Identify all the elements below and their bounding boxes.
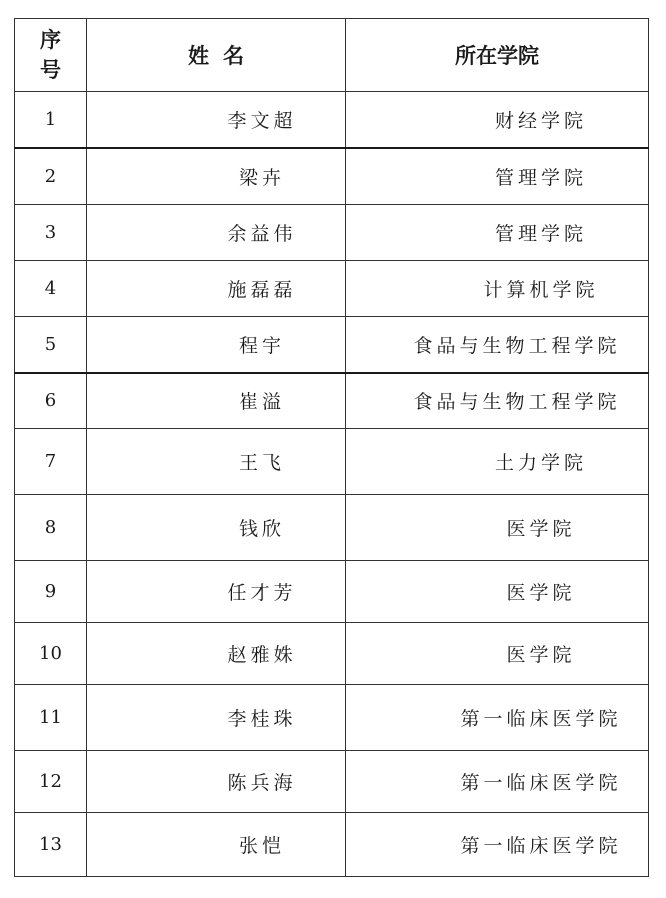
row-college-cell	[346, 92, 649, 148]
row-college: 财经学院	[494, 109, 587, 132]
row-college: 管理学院	[494, 166, 587, 189]
row-college-cell	[346, 495, 649, 561]
row-name: 余益伟	[227, 223, 297, 245]
row-college-cell	[346, 813, 649, 877]
header-college-label: 所在学院	[455, 43, 539, 68]
table-row	[15, 561, 649, 623]
roster-table	[14, 18, 649, 877]
table-row	[15, 685, 649, 751]
row-name-cell	[87, 813, 346, 877]
header-seq-line2: 号	[40, 57, 61, 82]
row-college: 第一临床医学院	[460, 772, 622, 794]
table-row	[15, 495, 649, 561]
table-row	[15, 261, 649, 317]
table-row	[15, 429, 649, 495]
row-name: 程宇	[238, 334, 285, 357]
row-college: 计算机学院	[483, 279, 599, 301]
row-name-cell	[87, 561, 346, 623]
header-college	[346, 19, 649, 92]
row-college: 医学院	[506, 644, 576, 666]
row-name-cell	[87, 495, 346, 561]
row-seq: 11	[15, 685, 87, 751]
row-seq: 2	[15, 148, 87, 205]
row-name: 赵雅姝	[227, 644, 297, 666]
row-seq: 7	[15, 429, 87, 495]
row-college-cell	[346, 429, 649, 495]
table-row	[15, 813, 649, 877]
row-seq: 12	[15, 751, 87, 813]
row-name-cell	[87, 261, 346, 317]
row-seq: 3	[15, 205, 87, 261]
row-college: 土力学院	[494, 452, 587, 474]
row-college-cell	[346, 317, 649, 373]
row-college: 管理学院	[494, 223, 587, 245]
header-seq-line1: 序	[40, 27, 61, 52]
table-row	[15, 92, 649, 148]
row-seq: 4	[15, 261, 87, 317]
header-name	[87, 19, 346, 92]
row-name: 王飞	[238, 452, 285, 474]
row-name: 崔溢	[238, 391, 285, 414]
row-college: 医学院	[506, 582, 576, 604]
row-college: 第一临床医学院	[460, 708, 622, 730]
table-row	[15, 148, 649, 205]
row-name: 钱欣	[238, 518, 285, 540]
header-seq	[15, 19, 87, 92]
table-row	[15, 623, 649, 685]
row-seq: 9	[15, 561, 87, 623]
row-name-cell	[87, 685, 346, 751]
row-name: 陈兵海	[227, 772, 297, 794]
row-college-cell	[346, 261, 649, 317]
row-name-cell	[87, 148, 346, 205]
row-seq: 8	[15, 495, 87, 561]
row-college-cell	[346, 561, 649, 623]
row-name: 张恺	[238, 835, 285, 857]
row-name: 梁卉	[238, 166, 285, 189]
row-college: 医学院	[506, 518, 576, 540]
row-college: 第一临床医学院	[460, 835, 622, 857]
row-college-cell	[346, 373, 649, 429]
row-college-cell	[346, 623, 649, 685]
table-row	[15, 751, 649, 813]
row-seq: 13	[15, 813, 87, 877]
row-college-cell	[346, 685, 649, 751]
table-row	[15, 373, 649, 429]
row-name-cell	[87, 429, 346, 495]
row-college-cell	[346, 205, 649, 261]
row-name-cell	[87, 92, 346, 148]
row-college-cell	[346, 751, 649, 813]
header-name-label: 姓名	[188, 43, 258, 68]
row-name: 任才芳	[227, 582, 297, 604]
row-seq: 5	[15, 317, 87, 373]
row-seq: 10	[15, 623, 87, 685]
header-row	[15, 19, 649, 92]
row-name: 施磊磊	[227, 279, 297, 301]
row-name-cell	[87, 751, 346, 813]
row-name: 李桂珠	[227, 708, 297, 730]
row-college-cell	[346, 148, 649, 205]
row-name-cell	[87, 373, 346, 429]
row-college: 食品与生物工程学院	[413, 391, 621, 414]
table-row	[15, 317, 649, 373]
row-seq: 6	[15, 373, 87, 429]
table-row	[15, 205, 649, 261]
row-college: 食品与生物工程学院	[413, 334, 621, 357]
row-seq: 1	[15, 92, 87, 148]
row-name: 李文超	[227, 109, 297, 132]
row-name-cell	[87, 205, 346, 261]
row-name-cell	[87, 623, 346, 685]
row-name-cell	[87, 317, 346, 373]
